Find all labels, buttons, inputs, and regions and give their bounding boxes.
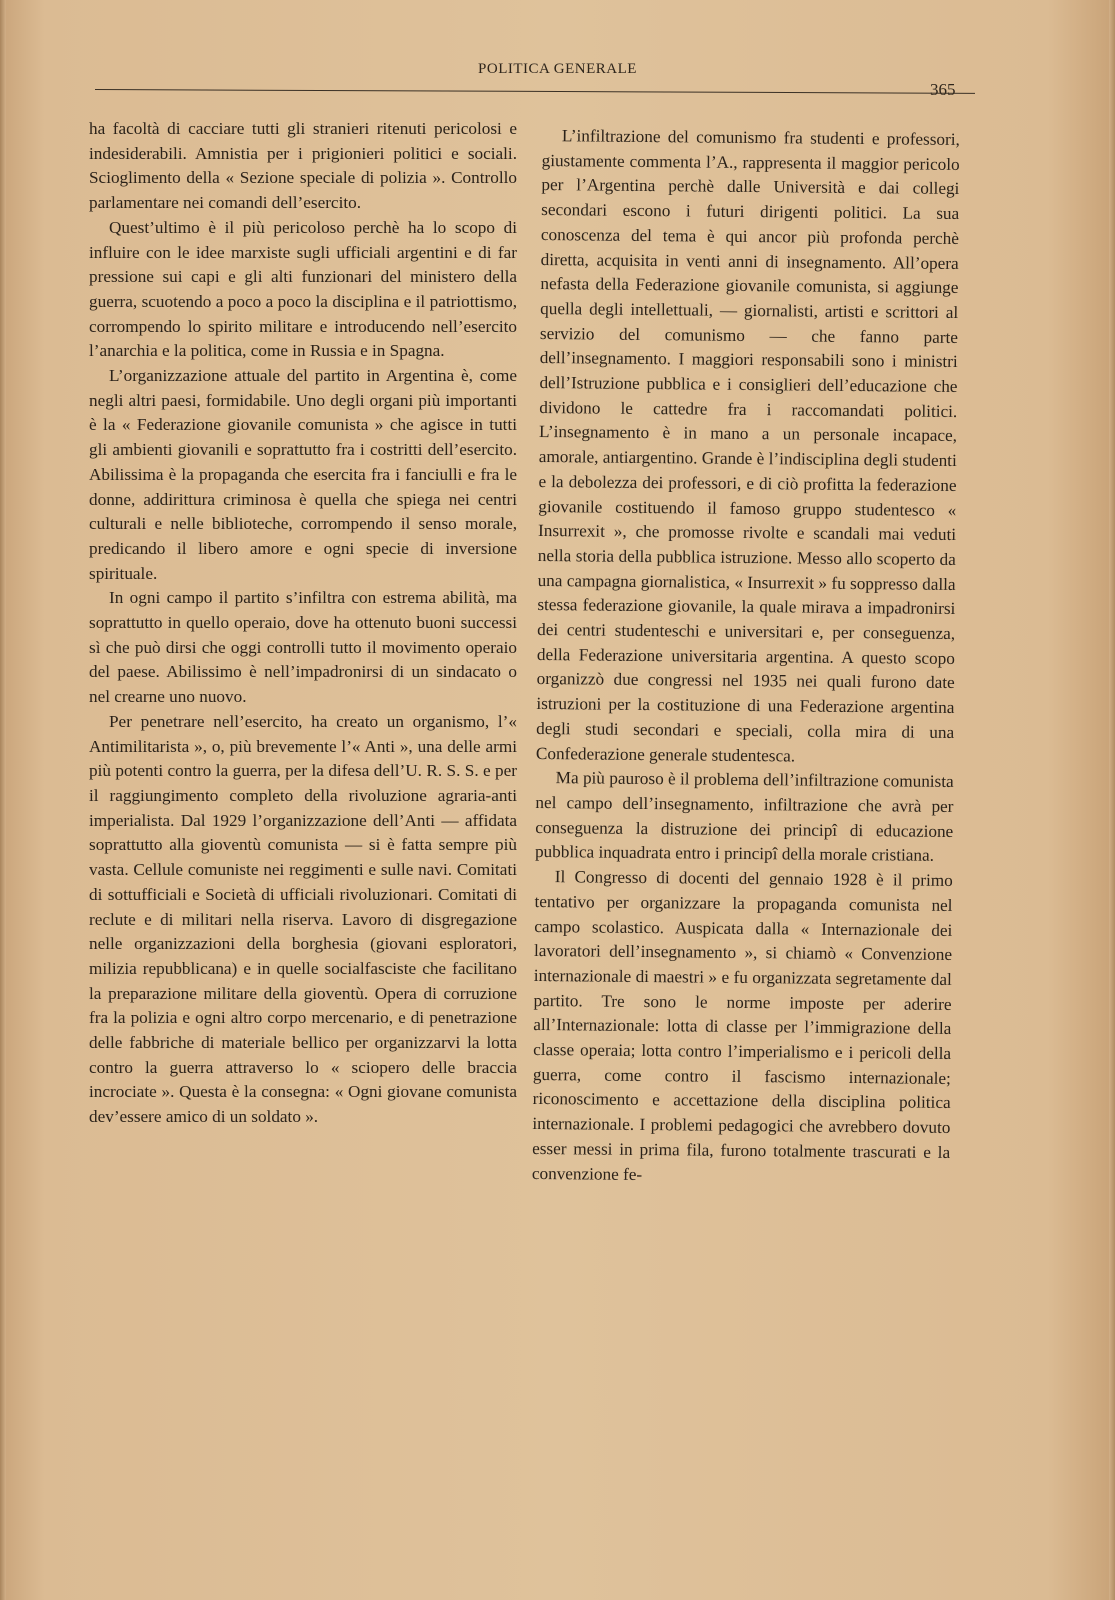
page-left-edge: [0, 0, 6, 1600]
paragraph: Per penetrare nell’esercito, ha creato un organismo, l’« Antimilitarista », o, più brevemente l’« Anti », una delle armi più potenti contro la guerra, per la difesa dell’U. R. S. S. e per il raggiungimento completo della rivoluzione agraria-anti imperialista. Dal 1929 l’organizzazione dell’Anti — affidata soprattutto alla gioventù comunista — si è fatta sempre più vasta. Cellule comuniste nei reggimenti e sulle navi. Comitati di sottufficiali e Società di ufficiali rivoluzionari. Comitati di reclute e di militari nella riserva. Lavoro di disgregazione nelle organizzazioni della borghesia (giovani esploratori, milizia repubblicana) e in quelle socialfasciste che facilitano la preparazione militare della gioventù. Opera di corruzione fra la polizia e ogni altro corpo mercenario, e di penetrazione delle fabbriche di materiale bellico per organizzarvi la lotta contro la guerra attraverso lo « sciopero delle braccia incrociate ». Questa è la consegna: « Ogni giovane comunista dev’essere amico di un soldato ».: [89, 711, 517, 1127]
right-column: [532, 124, 960, 1190]
left-column: [89, 117, 517, 1130]
paragraph: ha facoltà di cacciare tutti gli stranieri ritenuti pericolosi e indesiderabili. Amnistia per i prigionieri politici e sociali. Scioglimento della « Sezione speciale di polizia ». Controllo parlamentare nei comandi dell’esercito.: [89, 119, 517, 213]
paragraph: Quest’ultimo è il più pericoloso perchè ha lo scopo di influire con le idee marxiste sugli ufficiali argentini e di far pressione sui capi e gli alti funzionari del ministero della guerra, scuotendo a poco a poco la disciplina e il patriottismo, corrompendo lo spirito militare e introducendo nell’esercito l’anarchia e la politica, come in Russia e in Spagna.: [89, 217, 517, 361]
paragraph: L’organizzazione attuale del partito in Argentina è, come negli altri paesi, formidabile. Uno degli organi più importanti è la « Federazione giovanile comunista » che agisce in tutti gli ambienti giovanili e soprattutto fra i costritti dell’esercito. Abilissima è la propaganda che esercita fra i fanciulli e fra le donne, addirittura criminosa è quella che spiega nei centri culturali e nelle biblioteche, corrompendo il senso morale, predicando il libero amore e ogni specie di inversione spirituale.: [89, 366, 517, 583]
page-right-edge: [1109, 0, 1115, 1600]
running-head: POLITICA GENERALE: [478, 61, 637, 77]
paragraph: Ma più pauroso è il problema dell’infiltrazione comunista nel campo dell’insegnamento, infiltrazione che avrà per conseguenza la distruzione dei principî di educazione pubblica inquadrata entro i principî della morale cristiana.: [534, 768, 954, 866]
header-rule: [95, 89, 975, 94]
page-number: 365: [930, 80, 956, 99]
paragraph: Il Congresso di docenti del gennaio 1928 è il primo tentativo per organizzare la propaganda comunista nel campo scolastico. Auspicata dalla « Internazionale dei lavoratori dell’insegnamento », si chiamò « Convenzione internazionale di maestri » e fu organizzata segretamente dal partito. Tre sono le norme imposte per aderire all’Internazionale: lotta di classe per l’immigrazione della classe operaia; lotta contro l’imperialismo e i pericoli della guerra, come contro il fascismo internazionale; riconoscimento e accettazione della disciplina politica internazionale. I problemi pedagogici che avrebbero dovuto esser messi in prima fila, furono totalmente trascurati e la convenzione fe-: [531, 867, 953, 1184]
paragraph: L’infiltrazione del comunismo fra studenti e professori, giustamente commenta l’A., rappresenta il maggior pericolo per l’Argentina perchè dalle Università e dai collegi secondari escono i futuri dirigenti politici. La sua conoscenza del tema è qui ancor più profonda perchè diretta, acquisita in venti anni di insegnamento. All’opera nefasta della Federazione giovanile comunista, si aggiunge quella degli intellettuali, — giornalisti, artisti e scrittori al servizio del comunismo — che fanno parte dell’insegnamento. I maggiori responsabili sono i ministri dell’Istruzione pubblica e i consiglieri dell’educazione che dividono le cattedre fra i raccomandati politici. L’insegnamento è in mano a un personale incapace, amorale, antiargentino. Grande è l’indisciplina degli studenti e la debolezza dei professori, e di ciò profitta la federazione giovanile costituendo il famoso gruppo studentesco « Insurrexit », che promosse rivolte e scandali mai veduti nella storia della pubblica istruzione. Messo allo scoperto da una campagna giornalistica, « Insurrexit » fu soppresso dalla stessa federazione giovanile, la quale mirava a impadronirsi dei centri studenteschi e universitari e, per conseguenza, della Federazione universitaria argentina. A questo scopo organizzò due congressi nel 1935 nei quali furono date istruzioni per la costituzione di una Federazione argentina degli studi secondari e speciali, colla mira di una Confederazione generale studentesca.: [535, 126, 960, 766]
paragraph: In ogni campo il partito s’infiltra con estrema abilità, ma soprattutto in quello operaio, dove ha ottenuto buoni successi sì che può dirsi che oggi controlli tutto il movimento operaio del paese. Abilissimo è nell’impadronirsi di un sindacato o nel crearne uno nuovo.: [89, 588, 517, 707]
